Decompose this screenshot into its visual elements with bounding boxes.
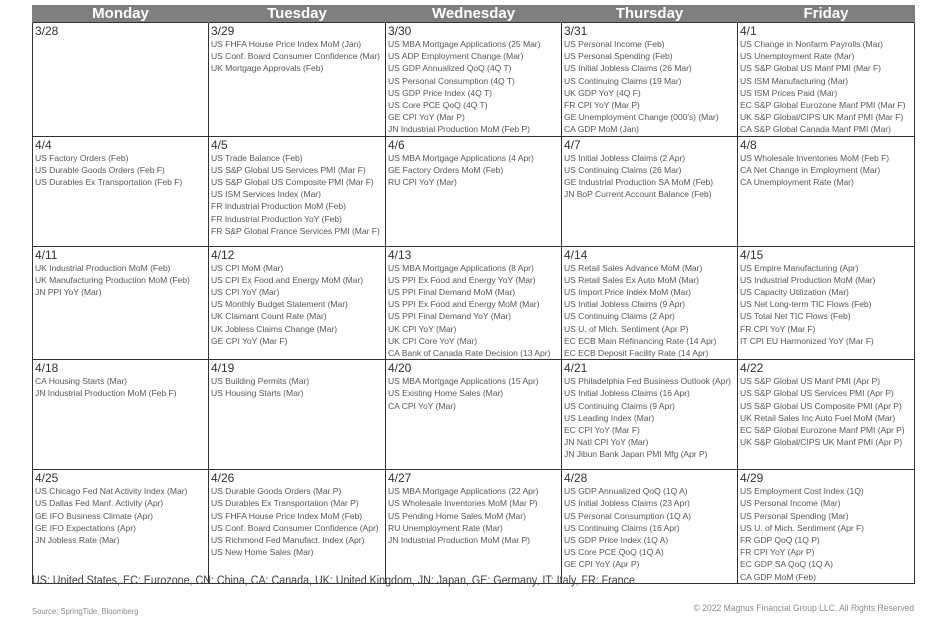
day-cell	[33, 246, 209, 360]
day-cell	[209, 360, 386, 470]
event-item: GE IFO Business Climate (Apr)	[35, 510, 153, 521]
event-item: EC S&P Global Eurozone Manf PMI (Mar F)	[740, 100, 906, 111]
event-item: UK Mortgage Approvals (Feb)	[211, 63, 324, 74]
event-item: JN BoP Current Account Balance (Feb)	[564, 189, 712, 200]
event-item: CA S&P Global Canada Manf PMI (Mar)	[740, 124, 891, 135]
day-date: 4/12	[211, 247, 235, 262]
event-item: US Import Price Index MoM (Mar)	[564, 287, 691, 298]
day-cell	[562, 136, 738, 246]
event-item: US Housing Starts (Mar)	[211, 388, 304, 399]
day-date: 4/1	[740, 24, 757, 38]
event-item: UK S&P Global/CIPS UK Manf PMI (Apr P)	[740, 437, 903, 448]
event-item: UK Jobless Claims Change (Mar)	[211, 323, 338, 334]
event-item: US GDP Price Index (1Q A)	[564, 535, 669, 546]
day-cell	[738, 360, 915, 470]
week-row	[33, 23, 915, 137]
event-item: US Capacity Utilization (Mar)	[740, 287, 849, 298]
event-item: GE Industrial Production SA MoM (Feb)	[564, 177, 714, 188]
event-item: US Net Long-term TIC Flows (Feb)	[740, 299, 872, 310]
event-item: US MBA Mortgage Applications (25 Mar)	[388, 39, 541, 49]
day-cell	[386, 246, 562, 360]
event-item: US GDP Annualized QoQ (1Q A)	[564, 486, 688, 497]
day-date: 4/11	[35, 247, 58, 262]
day-date: 4/15	[740, 247, 764, 262]
event-item: US Employment Cost Index (1Q)	[740, 486, 864, 497]
week-row	[33, 470, 915, 584]
event-item: US Building Permits (Mar)	[211, 376, 310, 387]
day-cell	[33, 470, 209, 584]
event-item: UK GDP YoY (4Q F)	[564, 87, 641, 98]
day-cell	[738, 246, 915, 360]
event-item: FR CPI YoY (Mar P)	[564, 100, 640, 111]
weekday-header-monday: Monday	[33, 5, 209, 23]
day-date: 4/29	[740, 471, 764, 486]
event-item: US Durables Ex Transportation (Feb F)	[35, 177, 183, 188]
event-item: UK S&P Global/CIPS UK Manf PMI (Mar F)	[740, 112, 904, 123]
event-item: EC CPI YoY (Mar F)	[564, 425, 640, 436]
day-cell	[209, 470, 386, 584]
event-item: US Industrial Production MoM (Mar)	[740, 274, 876, 285]
event-item: US PPI Final Demand YoY (Mar)	[388, 311, 512, 322]
event-item: US Empire Manufacturing (Apr)	[740, 262, 859, 273]
day-date: 4/4	[35, 137, 52, 152]
event-item: US MBA Mortgage Applications (4 Apr)	[388, 152, 534, 163]
event-item: FR Industrial Production YoY (Feb)	[211, 213, 342, 224]
event-item: US Wholesale Inventories MoM (Mar P)	[388, 498, 538, 509]
event-item: UK CPI Core YoY (Mar)	[388, 335, 478, 346]
day-date: 4/5	[211, 137, 228, 152]
event-item: US Wholesale Inventories MoM (Feb F)	[740, 152, 890, 163]
event-item: US Personal Income (Feb)	[564, 39, 665, 49]
event-item: GE Factory Orders MoM (Feb)	[388, 164, 504, 175]
event-item: US CPI MoM (Mar)	[211, 262, 284, 273]
event-item: US FHFA House Price Index MoM (Feb)	[211, 510, 363, 521]
event-item: US Initial Jobless Claims (23 Apr)	[564, 498, 690, 509]
event-item: US ISM Prices Paid (Mar)	[740, 87, 838, 98]
weekday-header-friday: Friday	[738, 5, 915, 23]
event-item: CA Housing Starts (Mar)	[35, 376, 127, 387]
day-date: 4/13	[388, 247, 412, 262]
event-item: US Durables Ex Transportation (Mar P)	[211, 498, 359, 509]
day-cell	[562, 360, 738, 470]
day-date: 4/6	[388, 137, 405, 152]
event-item: CA Bank of Canada Rate Decision (13 Apr)	[388, 348, 551, 359]
day-cell	[386, 23, 562, 137]
event-item: EC GDP SA QoQ (1Q A)	[740, 559, 833, 570]
event-item: US Continuing Claims (2 Apr)	[564, 311, 675, 322]
event-item: US GDP Annualized QoQ (4Q T)	[388, 63, 512, 74]
day-date: 3/28	[35, 24, 59, 38]
event-item: US Pending Home Sales MoM (Mar)	[388, 510, 526, 521]
event-item: RU Unemployment Rate (Mar)	[388, 522, 503, 533]
day-date: 3/30	[388, 24, 412, 38]
event-item: US U. of Mich. Sentiment (Apr F)	[740, 522, 864, 533]
day-cell	[562, 23, 738, 137]
event-item: US S&P Global US Composite PMI (Mar F)	[211, 177, 374, 188]
economic-calendar	[32, 5, 915, 584]
weekday-header-wednesday: Wednesday	[386, 5, 562, 23]
event-item: US S&P Global US Manf PMI (Mar F)	[740, 63, 881, 74]
event-item: EC ECB Main Refinancing Rate (14 Apr)	[564, 335, 717, 346]
event-item: US Initial Jobless Claims (2 Apr)	[564, 152, 686, 163]
event-item: US Initial Jobless Claims (9 Apr)	[564, 299, 686, 310]
event-item: UK Claimant Count Rate (Mar)	[211, 311, 327, 322]
event-item: CA GDP MoM (Jan)	[564, 124, 639, 135]
event-item: RU CPI YoY (Mar)	[388, 177, 457, 188]
event-item: US Chicago Fed Nat Activity Index (Mar)	[35, 486, 188, 497]
weekday-header-tuesday: Tuesday	[209, 5, 386, 23]
event-item: US CPI YoY (Mar)	[211, 287, 280, 298]
event-item: US Personal Consumption (1Q A)	[564, 510, 691, 521]
event-item: JN Industrial Production MoM (Mar P)	[388, 535, 530, 546]
event-item: US Total Net TIC Flows (Feb)	[740, 311, 851, 322]
event-item: US Personal Consumption (4Q T)	[388, 75, 515, 86]
day-cell	[386, 360, 562, 470]
event-item: US MBA Mortgage Applications (8 Apr)	[388, 262, 534, 273]
day-date: 4/8	[740, 137, 757, 152]
event-item: US New Home Sales (Mar)	[211, 547, 314, 558]
day-cell	[209, 246, 386, 360]
event-item: GE Unemployment Change (000's) (Mar)	[564, 112, 719, 123]
day-date: 4/22	[740, 361, 764, 376]
day-date: 4/21	[564, 361, 588, 376]
week-row	[33, 246, 915, 360]
event-item: FR CPI YoY (Mar F)	[740, 323, 816, 334]
event-item: US Initial Jobless Claims (16 Apr)	[564, 388, 690, 399]
event-item: US S&P Global US Manf PMI (Apr P)	[740, 376, 881, 387]
day-cell	[738, 23, 915, 137]
event-item: US Continuing Claims (16 Apr)	[564, 522, 680, 533]
event-item: CA Net Change in Employment (Mar)	[740, 164, 881, 175]
event-item: GE CPI YoY (Apr P)	[564, 559, 640, 570]
event-item: FR CPI YoY (Apr P)	[740, 547, 815, 558]
event-item: US Initial Jobless Claims (26 Mar)	[564, 63, 692, 74]
event-item: US Durable Goods Orders (Feb F)	[35, 164, 165, 175]
day-date: 4/7	[564, 137, 581, 152]
event-item: US U. of Mich. Sentiment (Apr P)	[564, 323, 689, 334]
weekday-header-row	[33, 5, 915, 23]
event-item: FR Industrial Production MoM (Feb)	[211, 201, 346, 212]
event-item: GE CPI YoY (Mar P)	[388, 112, 465, 123]
source-note: Source: SpringTide, Bloomberg	[32, 606, 139, 616]
event-item: US Factory Orders (Feb)	[35, 152, 129, 163]
event-item: US MBA Mortgage Applications (15 Apr)	[388, 376, 539, 387]
day-date: 4/27	[388, 471, 412, 486]
day-cell	[33, 23, 209, 137]
event-item: US Continuing Claims (19 Mar)	[564, 75, 682, 86]
event-item: EC ECB Deposit Facility Rate (14 Apr)	[564, 348, 709, 359]
event-item: US Leading Index (Mar)	[564, 412, 655, 423]
event-item: UK Manufacturing Production MoM (Feb)	[35, 274, 190, 285]
event-item: FR S&P Global France Services PMI (Mar F)	[211, 225, 380, 236]
event-item: US Continuing Claims (9 Apr)	[564, 400, 675, 411]
event-item: US Core PCE QoQ (4Q T)	[388, 100, 488, 111]
event-item: JN Natl CPI YoY (Mar)	[564, 437, 649, 448]
country-code-legend: US: United States, EC: Eurozone, CN: China, CA: Canada, UK: United Kingdom, JN: Japan, GE: Germany, IT: Italy, FR: France	[32, 575, 635, 587]
event-item: JN Jibun Bank Japan PMI Mfg (Apr P)	[564, 449, 708, 460]
event-item: JN Jobless Rate (Mar)	[35, 535, 120, 546]
day-date: 4/26	[211, 471, 235, 486]
event-item: US PPI Ex Food and Energy MoM (Mar)	[388, 299, 540, 310]
event-item: US PPI Ex Food and Energy YoY (Mar)	[388, 274, 536, 285]
event-item: US Richmond Fed Manufact. Index (Apr)	[211, 535, 365, 546]
event-item: JN Industrial Production MoM (Feb P)	[388, 124, 530, 135]
event-item: US Monthly Budget Statement (Mar)	[211, 299, 348, 310]
day-date: 4/20	[388, 361, 412, 376]
event-item: US Philadelphia Fed Business Outlook (Apr)	[564, 376, 731, 387]
calendar-body	[33, 23, 915, 584]
event-item: EC S&P Global Eurozone Manf PMI (Apr P)	[740, 425, 905, 436]
week-row	[33, 360, 915, 470]
event-item: US Change in Nonfarm Payrolls (Mar)	[740, 39, 883, 49]
day-date: 4/25	[35, 471, 59, 486]
event-item: US Personal Spending (Feb)	[564, 51, 673, 62]
day-cell	[562, 246, 738, 360]
event-item: US Personal Spending (Mar)	[740, 510, 849, 521]
event-item: CA CPI YoY (Mar)	[388, 400, 456, 411]
event-item: US Dallas Fed Manf. Activity (Apr)	[35, 498, 164, 509]
event-item: US Core PCE QoQ (1Q A)	[564, 547, 664, 558]
event-item: US FHFA House Price Index MoM (Jan)	[211, 39, 362, 49]
event-item: US ISM Manufacturing (Mar)	[740, 75, 849, 86]
event-item: CA Unemployment Rate (Mar)	[740, 177, 854, 188]
day-cell	[386, 136, 562, 246]
copyright-notice: © 2022 Magnus Financial Group LLC. All Rights Reserved	[693, 603, 914, 614]
event-item: US GDP Price Index (4Q T)	[388, 87, 492, 98]
day-cell	[386, 470, 562, 584]
event-item: US Retail Sales Advance MoM (Mar)	[564, 262, 703, 273]
day-cell	[209, 23, 386, 137]
event-item: US Conf. Board Consumer Confidence (Apr)	[211, 522, 379, 533]
event-item: US S&P Global US Composite PMI (Apr P)	[740, 400, 902, 411]
event-item: US Existing Home Sales (Mar)	[388, 388, 504, 399]
day-date: 3/29	[211, 24, 235, 38]
event-item: US Unemployment Rate (Mar)	[740, 51, 855, 62]
day-cell	[738, 470, 915, 584]
day-cell	[33, 360, 209, 470]
event-item: FR GDP QoQ (1Q P)	[740, 535, 820, 546]
event-item: UK CPI YoY (Mar)	[388, 323, 457, 334]
event-item: US Retail Sales Ex Auto MoM (Mar)	[564, 274, 699, 285]
week-row	[33, 136, 915, 246]
day-cell	[562, 470, 738, 584]
event-item: JN PPI YoY (Mar)	[35, 287, 102, 298]
event-item: US Trade Balance (Feb)	[211, 152, 303, 163]
event-item: US MBA Mortgage Applications (22 Apr)	[388, 486, 539, 497]
event-item: UK Industrial Production MoM (Feb)	[35, 262, 171, 273]
event-item: US Conf. Board Consumer Confidence (Mar)	[211, 51, 380, 62]
event-item: US Continuing Claims (26 Mar)	[564, 164, 682, 175]
day-date: 4/19	[211, 361, 235, 376]
day-cell	[33, 136, 209, 246]
event-item: US ADP Employment Change (Mar)	[388, 51, 524, 62]
event-item: UK Retail Sales Inc Auto Fuel MoM (Mar)	[740, 412, 896, 423]
event-item: US PPI Final Demand MoM (Mar)	[388, 287, 516, 298]
event-item: US ISM Services Index (Mar)	[211, 189, 321, 200]
event-item: US S&P Global US Services PMI (Apr P)	[740, 388, 894, 399]
event-item: GE CPI YoY (Mar F)	[211, 335, 288, 346]
weekday-header-thursday: Thursday	[562, 5, 738, 23]
event-item: US CPI Ex Food and Energy MoM (Mar)	[211, 274, 364, 285]
event-item: US Personal Income (Mar)	[740, 498, 841, 509]
event-item: GE IFO Expectations (Apr)	[35, 522, 136, 533]
day-date: 3/31	[564, 24, 588, 38]
day-date: 4/28	[564, 471, 588, 486]
day-date: 4/14	[564, 247, 588, 262]
day-cell	[209, 136, 386, 246]
event-item: US Durable Goods Orders (Mar P)	[211, 486, 342, 497]
event-item: US S&P Global US Services PMI (Mar F)	[211, 164, 366, 175]
day-cell	[738, 136, 915, 246]
event-item: JN Industrial Production MoM (Feb F)	[35, 388, 177, 399]
event-item: CA GDP MoM (Feb)	[740, 571, 816, 582]
day-date: 4/18	[35, 361, 59, 376]
event-item: IT CPI EU Harmonized YoY (Mar F)	[740, 335, 874, 346]
